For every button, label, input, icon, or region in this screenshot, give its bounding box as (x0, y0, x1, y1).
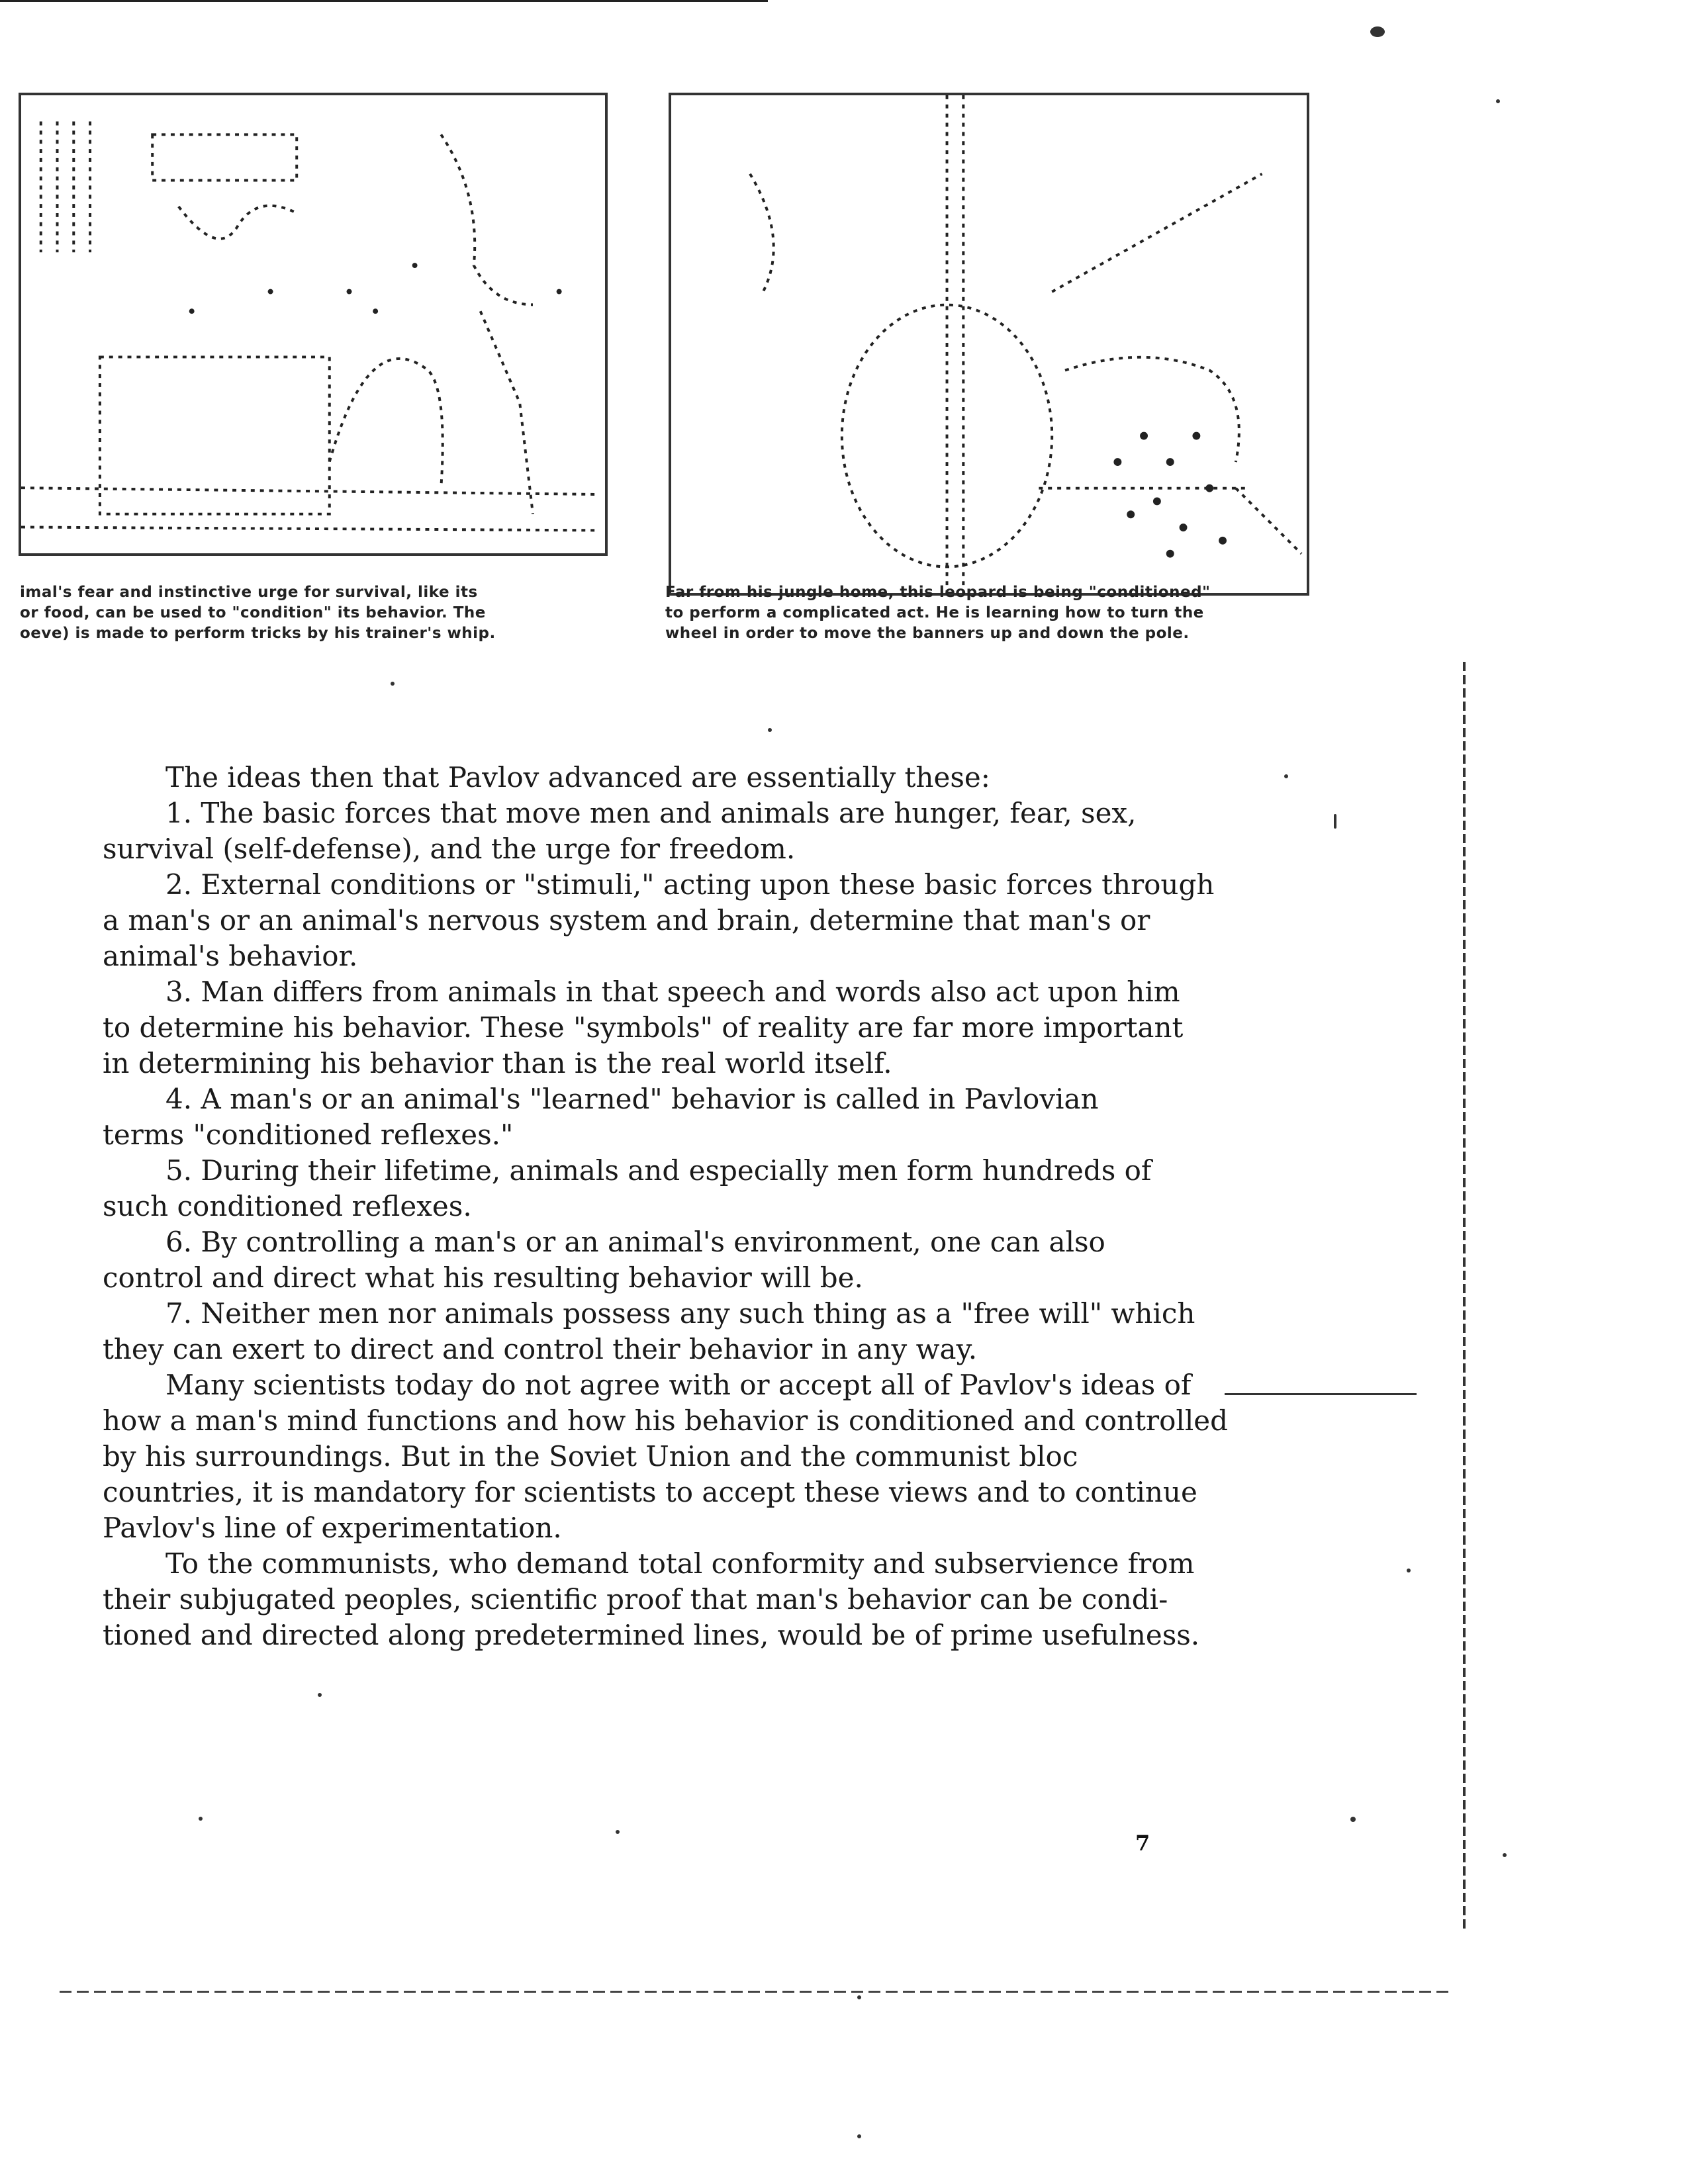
top-rule (0, 0, 768, 2)
speck (1350, 1817, 1356, 1822)
body-line: terms "conditioned reflexes." (103, 1118, 514, 1151)
body-line: 2. External conditions or "stimuli," acting upon these basic forces through (165, 868, 1215, 901)
speck (199, 1817, 203, 1821)
body-line: 7. Neither men nor animals possess any such thing as a "free will" which (165, 1297, 1195, 1330)
speck (1334, 814, 1336, 829)
speck (1496, 99, 1500, 103)
body-line: animal's behavior. (103, 940, 358, 972)
caption-left-line: imal's fear and instinctive urge for survival, like its (20, 584, 478, 601)
page-number: 7 (1135, 1831, 1150, 1856)
body-line: survival (self-defense), and the urge for freedom. (103, 833, 796, 865)
speck (1407, 1569, 1411, 1572)
caption-right-line: to perform a complicated act. He is learning how to turn the (665, 604, 1204, 621)
body-line: 5. During their lifetime, animals and especially men form hundreds of (165, 1154, 1152, 1187)
body-line: tioned and directed along predetermined lines, would be of prime usefulness. (103, 1619, 1200, 1651)
body-line: 1. The basic forces that move men and animals are hunger, fear, sex, (165, 797, 1137, 829)
body-text (103, 760, 1228, 1686)
caption-left-line: oeve) is made to perform tricks by his trainer's whip. (20, 625, 496, 642)
body-line: control and direct what his resulting behavior will be. (103, 1261, 863, 1294)
photo-leopard (669, 93, 1309, 596)
body-line: Many scientists today do not agree with or accept all of Pavlov's ideas of (165, 1369, 1192, 1401)
speck (857, 1995, 861, 1999)
caption-left-line: or food, can be used to "condition" its behavior. The (20, 604, 486, 621)
body-line: by his surroundings. But in the Soviet Union and the communist bloc (103, 1440, 1078, 1473)
body-line: they can exert to direct and control their behavior in any way. (103, 1333, 978, 1365)
body-line: in determining his behavior than is the real world itself. (103, 1047, 892, 1079)
photo-animal-trainer (19, 93, 608, 556)
body-line: Pavlov's line of experimentation. (103, 1512, 562, 1544)
body-line: countries, it is mandatory for scientists to accept these views and to continue (103, 1476, 1197, 1508)
body-line: 3. Man differs from animals in that speech and words also act upon him (165, 976, 1180, 1008)
speck (391, 682, 395, 686)
photo-animal-trainer-art (21, 95, 605, 553)
speck (1284, 774, 1288, 778)
body-line: 6. By controlling a man's or an animal's environment, one can also (165, 1226, 1105, 1258)
speck (1370, 26, 1385, 37)
body-line: To the communists, who demand total conformity and subservience from (165, 1547, 1195, 1580)
speck (1503, 1853, 1507, 1857)
speck (616, 1830, 620, 1834)
body-line: 4. A man's or an animal's "learned" behavior is called in Pavlovian (165, 1083, 1099, 1115)
caption-right-line: Far from his jungle home, this leopard is being "conditioned" (665, 584, 1211, 601)
speck (857, 2134, 861, 2138)
body-line: a man's or an animal's nervous system and brain, determine that man's or (103, 904, 1150, 936)
speck (318, 1693, 322, 1697)
body-line: The ideas then that Pavlov advanced are essentially these: (165, 761, 990, 794)
bottom-rule (60, 1991, 1450, 1993)
body-line: to determine his behavior. These "symbols" of reality are far more important (103, 1011, 1184, 1044)
caption-right-line: wheel in order to move the banners up and down the pole. (665, 625, 1190, 642)
margin-stroke (1225, 1393, 1417, 1395)
speck (768, 728, 772, 732)
body-line: such conditioned reflexes. (103, 1190, 472, 1222)
body-line: their subjugated peoples, scientific proof that man's behavior can be condi- (103, 1583, 1168, 1615)
right-margin-rule (1463, 662, 1466, 1933)
body-line: how a man's mind functions and how his behavior is conditioned and controlled (103, 1404, 1228, 1437)
photo-leopard-art (671, 95, 1307, 593)
